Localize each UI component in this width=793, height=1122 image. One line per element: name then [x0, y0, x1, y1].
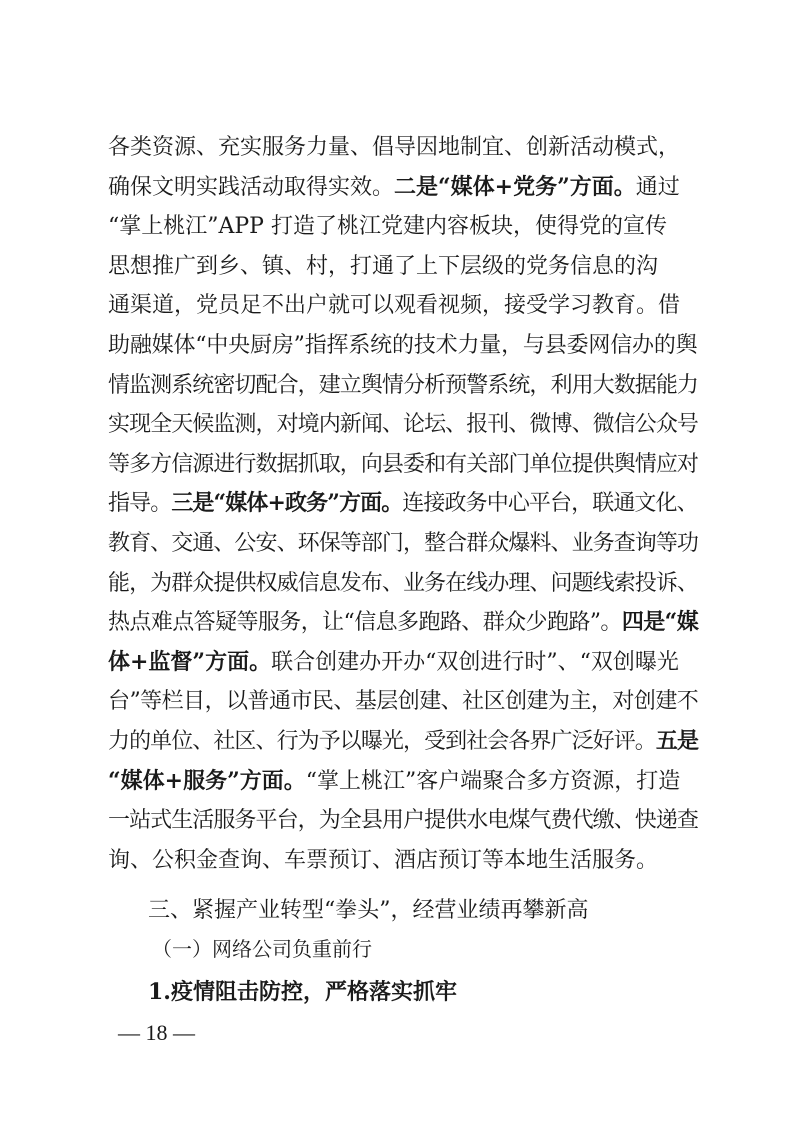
text-run: 询、公积金查询、车票预订、酒店预订等本地生活服务。	[108, 847, 659, 873]
bold-run: “媒体+服务”方面。	[108, 767, 306, 794]
paragraph-line	[108, 484, 698, 524]
section-heading: 三、紧握产业转型“拳头”，经营业绩再攀新高	[148, 898, 589, 923]
text-run: 助融媒体“中央厨房”指挥系统的技术力量，与县委网信办的舆	[108, 332, 698, 358]
paragraph-line	[108, 247, 698, 287]
text-run: 连接政务中心平台，联通文化、	[402, 491, 698, 517]
paragraph-line	[108, 801, 698, 841]
paragraph-line	[108, 564, 698, 604]
paragraph-line	[108, 366, 698, 406]
bold-run: 体+监督”方面。	[108, 648, 272, 675]
paragraph-line	[108, 168, 698, 208]
paragraph-line	[108, 762, 698, 802]
paragraph-line	[108, 128, 698, 168]
paragraph-line	[108, 603, 698, 643]
paragraph-line	[108, 524, 698, 564]
paragraph-line	[108, 445, 698, 485]
paragraph-line	[108, 722, 698, 762]
paragraph-line	[108, 841, 698, 881]
text-run: 各类资源、充实服务力量、倡导因地制宜、创新活动模式，	[108, 135, 681, 160]
subsection-heading: （一）网络公司负重前行	[152, 937, 372, 961]
text-run: 通过	[635, 174, 680, 200]
text-run: 指导。	[108, 491, 172, 517]
text-run: “掌上桃江”客户端聚合多方资源，打造	[305, 768, 681, 794]
page-number: — 18 —	[118, 1020, 195, 1045]
paragraph-line	[108, 405, 698, 445]
text-run: 思想推广到乡、镇、村，打通了上下层级的党务信息的沟	[108, 253, 659, 279]
paragraph-line	[108, 326, 698, 366]
text-run: 确保文明实践活动取得实效。	[108, 174, 395, 200]
text-run: “掌上桃江”APP 打造了桃江党建内容板块，使得党的宣传	[108, 214, 667, 240]
text-run: 教育、交通、公安、环保等部门，整合群众爆料、业务查询等功	[108, 530, 699, 556]
bold-run: 三是“媒体+政务”方面。	[171, 490, 403, 517]
paragraph-line	[108, 643, 698, 683]
text-run: 等多方信源进行数据抓取，向县委和有关部门单位提供舆情应对	[108, 451, 699, 477]
text-run: 联合创建办开办“双创进行时”、“双创曝光	[271, 649, 679, 675]
item-heading: 1.疫情阻击防控，严格落实抓牢	[148, 979, 457, 1005]
text-run: 情监测系统密切配合，建立舆情分析预警系统，利用大数据能力	[108, 372, 699, 398]
paragraph-line	[108, 207, 698, 247]
text-run: 实现全天候监测，对境内新闻、论坛、报刊、微博、微信公众号	[108, 412, 699, 438]
text-run: 通渠道，党员足不出户就可以观看视频，接受学习教育。借	[108, 293, 681, 319]
paragraph-line	[108, 286, 698, 326]
text-run: 热点难点答疑等服务，让“信息多跑路、群众少跑路”。	[108, 610, 622, 636]
text-run: 台”等栏目，以普通市民、基层创建、社区创建为主，对创建不	[108, 689, 699, 715]
body-paragraph	[108, 128, 698, 880]
text-run: 能，为群众提供权威信息发布、业务在线办理、问题线索投诉、	[108, 570, 699, 596]
text-run: 力的单位、社区、行为予以曝光，受到社会各界广泛好评。	[108, 728, 656, 754]
bold-run: 二是“媒体+党务”方面。	[394, 173, 636, 200]
text-run: 一站式生活服务平台，为全县用户提供水电煤气费代缴、快递查	[108, 808, 699, 834]
bold-run: 五是	[655, 727, 699, 754]
paragraph-line	[108, 682, 698, 722]
bold-run: 四是“媒	[621, 609, 699, 636]
